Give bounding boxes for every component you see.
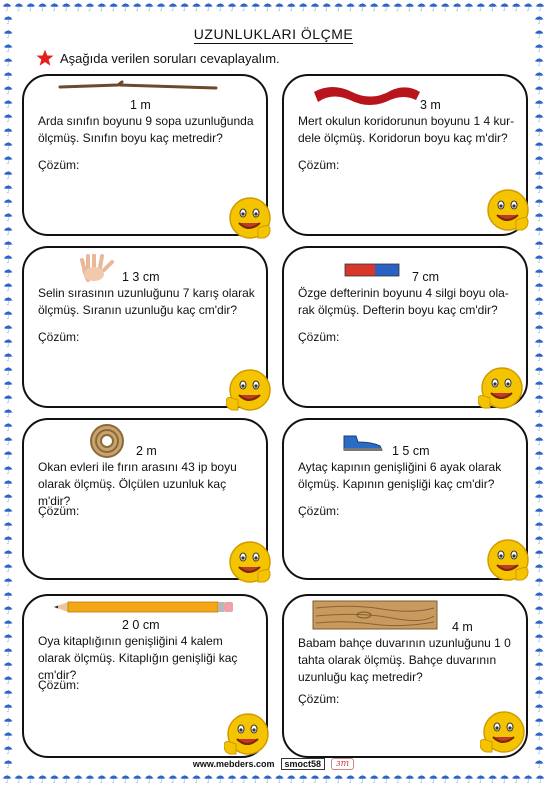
umbrella-icon: ☂ (3, 252, 13, 266)
umbrella-icon: ☂ (3, 56, 13, 70)
umbrella-icon: ☂ (534, 730, 544, 744)
umbrella-icon: ☂ (499, 773, 510, 786)
umbrella-icon: ☂ (3, 140, 13, 154)
umbrella-icon: ☂ (155, 773, 166, 786)
umbrella-icon: ☂ (534, 421, 544, 435)
umbrella-icon: ☂ (534, 561, 544, 575)
umbrella-icon: ☂ (440, 773, 451, 786)
umbrella-icon: ☂ (487, 773, 498, 786)
umbrella-icon: ☂ (3, 196, 13, 210)
umbrella-icon: ☂ (511, 1, 522, 14)
solution-label: Çözüm: (38, 504, 80, 518)
question-text: Selin sırasının uzunluğunu 7 karış olarak ölçmüş. Sıranın uzunluğu kaç cm'dir? (38, 286, 255, 317)
umbrella-icon: ☂ (440, 1, 451, 14)
solution-label: Çözüm: (298, 330, 340, 344)
umbrella-icon: ☂ (534, 56, 544, 70)
umbrella-icon: ☂ (3, 674, 13, 688)
umbrella-icon: ☂ (499, 1, 510, 14)
umbrella-icon: ☂ (534, 618, 544, 632)
bottom-umbrella-border (0, 773, 547, 787)
footer-code: smoct58 (281, 758, 326, 770)
umbrella-icon: ☂ (534, 14, 544, 27)
smiley-thumbs-up-icon (486, 188, 534, 236)
page-title: UZUNLUKLARI ÖLÇME (193, 26, 354, 42)
umbrella-icon: ☂ (3, 42, 13, 56)
umbrella-icon: ☂ (96, 1, 107, 14)
umbrella-icon: ☂ (3, 702, 13, 716)
umbrella-icon: ☂ (37, 1, 48, 14)
umbrella-icon: ☂ (534, 463, 544, 477)
umbrella-icon: ☂ (25, 1, 36, 14)
umbrella-icon: ☂ (475, 1, 486, 14)
umbrella-icon: ☂ (49, 773, 60, 786)
umbrella-icon: ☂ (416, 1, 427, 14)
umbrella-icon: ☂ (534, 407, 544, 421)
umbrella-icon: ☂ (452, 1, 462, 14)
umbrella-icon: ☂ (179, 1, 190, 14)
umbrella-icon: ☂ (404, 773, 415, 786)
umbrella-icon: ☂ (534, 210, 544, 224)
umbrella-icon: ☂ (3, 126, 13, 140)
umbrella-icon: ☂ (3, 660, 13, 674)
umbrella-icon: ☂ (3, 646, 13, 660)
umbrella-icon: ☂ (416, 773, 427, 786)
umbrella-icon: ☂ (191, 1, 202, 14)
umbrella-icon: ☂ (274, 773, 285, 786)
umbrella-icon: ☂ (534, 603, 544, 617)
instruction-text: Aşağıda verilen soruları cevaplayalım. (60, 50, 280, 66)
umbrella-icon: ☂ (333, 773, 344, 786)
question-text: Oya kitaplığının genişliğini 4 kalem olarak ölçmüş. Kitaplığın genişliği kaç cm'dir? (38, 634, 238, 682)
umbrella-icon: ☂ (3, 112, 13, 126)
umbrella-icon: ☂ (534, 379, 544, 393)
umbrella-icon: ☂ (534, 238, 544, 252)
measure-unit: 1 3 cm (122, 270, 160, 284)
umbrella-icon: ☂ (534, 758, 544, 772)
umbrella-icon: ☂ (534, 491, 544, 505)
hand-picture (80, 254, 114, 282)
umbrella-icon: ☂ (3, 744, 13, 758)
umbrella-icon: ☂ (534, 702, 544, 716)
umbrella-icon: ☂ (3, 154, 13, 168)
smiley-thumbs-up-icon (226, 368, 274, 416)
umbrella-icon: ☂ (262, 1, 273, 14)
umbrella-icon: ☂ (238, 773, 249, 786)
umbrella-icon: ☂ (511, 773, 522, 786)
umbrella-icon: ☂ (463, 773, 474, 786)
question-text: Aytaç kapının genişliğini 6 ayak olarak ölçmüş. Kapının genişliği kaç cm'dir? (298, 460, 502, 491)
umbrella-icon: ☂ (534, 126, 544, 140)
solution-label: Çözüm: (298, 158, 340, 172)
umbrella-icon: ☂ (84, 1, 95, 14)
solution-label: Çözüm: (38, 330, 80, 344)
umbrella-icon: ☂ (534, 140, 544, 154)
umbrella-icon: ☂ (523, 1, 533, 14)
umbrella-icon: ☂ (357, 1, 368, 14)
star-icon (36, 49, 54, 67)
top-umbrella-border (0, 1, 547, 15)
umbrella-icon: ☂ (534, 365, 544, 379)
umbrella-icon: ☂ (534, 252, 544, 266)
umbrella-icon: ☂ (534, 280, 544, 294)
left-umbrella-border (1, 14, 15, 773)
right-umbrella-border (532, 14, 546, 773)
smiley-thumbs-up-icon (224, 712, 272, 760)
umbrella-icon: ☂ (534, 42, 544, 56)
question-text: Mert okulun koridorunun boyunu 1 4 kur-dele ölçmüş. Koridorun boyu kaç m'dir? (298, 114, 515, 145)
measure-unit: 1 5 cm (392, 444, 430, 458)
umbrella-icon: ☂ (392, 1, 403, 14)
umbrella-icon: ☂ (155, 1, 166, 14)
question-text: Özge defterinin boyunu 4 silgi boyu ola-rak ölçmüş. Defterin boyu kaç cm'dir? (298, 286, 509, 317)
umbrella-icon: ☂ (321, 773, 332, 786)
umbrella-icon: ☂ (534, 308, 544, 322)
umbrella-icon: ☂ (3, 603, 13, 617)
umbrella-icon: ☂ (3, 323, 13, 337)
umbrella-icon: ☂ (3, 632, 13, 646)
question-text: Arda sınıfın boyunu 9 sopa uzunluğunda ölçmüş. Sınıfın boyu kaç metredir? (38, 114, 254, 145)
umbrella-icon: ☂ (3, 688, 13, 702)
umbrella-icon: ☂ (404, 1, 415, 14)
umbrella-icon: ☂ (108, 1, 119, 14)
measure-unit: 2 0 cm (122, 618, 160, 632)
umbrella-icon: ☂ (534, 547, 544, 561)
umbrella-icon: ☂ (3, 224, 13, 238)
umbrella-icon: ☂ (203, 1, 214, 14)
umbrella-icon: ☂ (13, 1, 24, 14)
umbrella-icon: ☂ (381, 773, 391, 786)
smiley-thumbs-up-icon (478, 366, 526, 414)
umbrella-icon: ☂ (3, 210, 13, 224)
umbrella-icon: ☂ (534, 773, 545, 786)
umbrella-icon: ☂ (3, 575, 13, 589)
umbrella-icon: ☂ (333, 1, 344, 14)
umbrella-icon: ☂ (3, 435, 13, 449)
umbrella-icon: ☂ (357, 773, 368, 786)
umbrella-icon: ☂ (3, 730, 13, 744)
umbrella-icon: ☂ (369, 1, 380, 14)
umbrella-icon: ☂ (3, 519, 13, 533)
umbrella-icon: ☂ (3, 477, 13, 491)
umbrella-icon: ☂ (534, 632, 544, 646)
umbrella-icon: ☂ (3, 98, 13, 112)
umbrella-icon: ☂ (534, 505, 544, 519)
umbrella-icon: ☂ (61, 1, 72, 14)
smiley-thumbs-up-icon (486, 538, 534, 586)
instruction (36, 49, 280, 67)
umbrella-icon: ☂ (191, 773, 202, 786)
question-text: Babam bahçe duvarının uzunluğunu 1 0 tahta olarak ölçmüş. Bahçe duvarının uzunluğu kaç metredir? (298, 636, 511, 684)
umbrella-icon: ☂ (286, 773, 297, 786)
footer (0, 758, 547, 770)
umbrella-icon: ☂ (3, 379, 13, 393)
umbrella-icon: ☂ (2, 1, 12, 14)
umbrella-icon: ☂ (3, 533, 13, 547)
umbrella-icon: ☂ (3, 294, 13, 308)
umbrella-icon: ☂ (534, 449, 544, 463)
umbrella-icon: ☂ (309, 1, 320, 14)
umbrella-icon: ☂ (144, 773, 154, 786)
umbrella-icon: ☂ (3, 393, 13, 407)
umbrella-icon: ☂ (534, 589, 544, 603)
umbrella-icon: ☂ (452, 773, 462, 786)
umbrella-icon: ☂ (534, 70, 544, 84)
umbrella-icon: ☂ (3, 561, 13, 575)
smiley-thumbs-up-icon (228, 196, 276, 244)
umbrella-icon: ☂ (132, 773, 143, 786)
umbrella-icon: ☂ (167, 1, 178, 14)
umbrella-icon: ☂ (534, 112, 544, 126)
shoe-picture (342, 432, 384, 452)
umbrella-icon: ☂ (534, 196, 544, 210)
ribbon-picture (312, 80, 422, 114)
umbrella-icon: ☂ (3, 84, 13, 98)
measure-unit: 2 m (136, 444, 157, 458)
umbrella-icon: ☂ (298, 1, 308, 14)
stick-picture (58, 80, 218, 94)
umbrella-icon: ☂ (392, 773, 403, 786)
umbrella-icon: ☂ (120, 1, 131, 14)
umbrella-icon: ☂ (49, 1, 60, 14)
umbrella-icon: ☂ (84, 773, 95, 786)
umbrella-icon: ☂ (534, 477, 544, 491)
umbrella-icon: ☂ (262, 773, 273, 786)
smiley-thumbs-up-icon (228, 540, 276, 588)
umbrella-icon: ☂ (3, 266, 13, 280)
umbrella-icon: ☂ (144, 1, 154, 14)
umbrella-icon: ☂ (3, 14, 13, 27)
rope-picture (88, 422, 126, 460)
umbrella-icon: ☂ (534, 1, 545, 14)
umbrella-icon: ☂ (3, 618, 13, 632)
footer-logo: ɜm (331, 758, 354, 770)
umbrella-icon: ☂ (3, 70, 13, 84)
umbrella-icon: ☂ (381, 1, 391, 14)
umbrella-icon: ☂ (3, 280, 13, 294)
umbrella-icon: ☂ (3, 308, 13, 322)
umbrella-icon: ☂ (120, 773, 131, 786)
umbrella-icon: ☂ (3, 238, 13, 252)
umbrella-icon: ☂ (534, 660, 544, 674)
umbrella-icon: ☂ (3, 491, 13, 505)
solution-label: Çözüm: (298, 692, 340, 706)
umbrella-icon: ☂ (321, 1, 332, 14)
solution-label: Çözüm: (38, 158, 80, 172)
umbrella-icon: ☂ (3, 351, 13, 365)
umbrella-icon: ☂ (523, 773, 533, 786)
umbrella-icon: ☂ (369, 773, 380, 786)
umbrella-icon: ☂ (534, 519, 544, 533)
umbrella-icon: ☂ (534, 84, 544, 98)
umbrella-icon: ☂ (215, 773, 226, 786)
umbrella-icon: ☂ (534, 337, 544, 351)
plank-picture (312, 600, 438, 630)
measure-unit: 1 m (130, 98, 151, 112)
umbrella-icon: ☂ (534, 533, 544, 547)
umbrella-icon: ☂ (534, 182, 544, 196)
umbrella-icon: ☂ (167, 773, 178, 786)
measure-unit: 4 m (452, 620, 473, 634)
umbrella-icon: ☂ (25, 773, 36, 786)
umbrella-icon: ☂ (3, 421, 13, 435)
umbrella-icon: ☂ (203, 773, 214, 786)
umbrella-icon: ☂ (3, 716, 13, 730)
umbrella-icon: ☂ (428, 1, 439, 14)
umbrella-icon: ☂ (3, 337, 13, 351)
umbrella-icon: ☂ (73, 773, 83, 786)
umbrella-icon: ☂ (286, 1, 297, 14)
umbrella-icon: ☂ (534, 744, 544, 758)
umbrella-icon: ☂ (463, 1, 474, 14)
umbrella-icon: ☂ (534, 98, 544, 112)
umbrella-icon: ☂ (428, 773, 439, 786)
umbrella-icon: ☂ (534, 28, 544, 42)
umbrella-icon: ☂ (96, 773, 107, 786)
umbrella-icon: ☂ (108, 773, 119, 786)
question-text: Okan evleri ile fırın arasını 43 ip boyu olarak ölçmüş. Ölçülen uzunluk kaç m'dir? (38, 460, 237, 508)
umbrella-icon: ☂ (3, 407, 13, 421)
measure-unit: 3 m (420, 98, 441, 112)
umbrella-icon: ☂ (534, 351, 544, 365)
umbrella-icon: ☂ (73, 1, 83, 14)
measure-unit: 7 cm (412, 270, 440, 284)
umbrella-icon: ☂ (250, 773, 261, 786)
umbrella-icon: ☂ (345, 773, 356, 786)
umbrella-icon: ☂ (534, 646, 544, 660)
umbrella-icon: ☂ (3, 463, 13, 477)
umbrella-icon: ☂ (132, 1, 143, 14)
umbrella-icon: ☂ (534, 435, 544, 449)
umbrella-icon: ☂ (3, 758, 13, 772)
umbrella-icon: ☂ (534, 393, 544, 407)
umbrella-icon: ☂ (250, 1, 261, 14)
umbrella-icon: ☂ (487, 1, 498, 14)
umbrella-icon: ☂ (3, 182, 13, 196)
umbrella-icon: ☂ (534, 266, 544, 280)
umbrella-icon: ☂ (345, 1, 356, 14)
footer-url[interactable]: www.mebders.com (192, 759, 275, 769)
umbrella-icon: ☂ (3, 547, 13, 561)
umbrella-icon: ☂ (534, 323, 544, 337)
umbrella-icon: ☂ (534, 674, 544, 688)
umbrella-icon: ☂ (3, 589, 13, 603)
umbrella-icon: ☂ (13, 773, 24, 786)
umbrella-icon: ☂ (534, 224, 544, 238)
umbrella-icon: ☂ (475, 773, 486, 786)
umbrella-icon: ☂ (3, 365, 13, 379)
umbrella-icon: ☂ (215, 1, 226, 14)
umbrella-icon: ☂ (227, 773, 237, 786)
umbrella-icon: ☂ (274, 1, 285, 14)
eraser-picture (344, 262, 400, 278)
smiley-thumbs-up-icon (480, 710, 528, 758)
umbrella-icon: ☂ (179, 773, 190, 786)
umbrella-icon: ☂ (534, 716, 544, 730)
umbrella-icon: ☂ (298, 773, 308, 786)
umbrella-icon: ☂ (534, 688, 544, 702)
umbrella-icon: ☂ (227, 1, 237, 14)
umbrella-icon: ☂ (3, 449, 13, 463)
umbrella-icon: ☂ (534, 154, 544, 168)
umbrella-icon: ☂ (2, 773, 12, 786)
umbrella-icon: ☂ (238, 1, 249, 14)
umbrella-icon: ☂ (309, 773, 320, 786)
umbrella-icon: ☂ (3, 505, 13, 519)
umbrella-icon: ☂ (534, 294, 544, 308)
umbrella-icon: ☂ (37, 773, 48, 786)
umbrella-icon: ☂ (3, 168, 13, 182)
solution-label: Çözüm: (38, 678, 80, 692)
pencil-picture (52, 600, 234, 614)
umbrella-icon: ☂ (534, 575, 544, 589)
umbrella-icon: ☂ (534, 168, 544, 182)
umbrella-icon: ☂ (3, 28, 13, 42)
umbrella-icon: ☂ (61, 773, 72, 786)
solution-label: Çözüm: (298, 504, 340, 518)
